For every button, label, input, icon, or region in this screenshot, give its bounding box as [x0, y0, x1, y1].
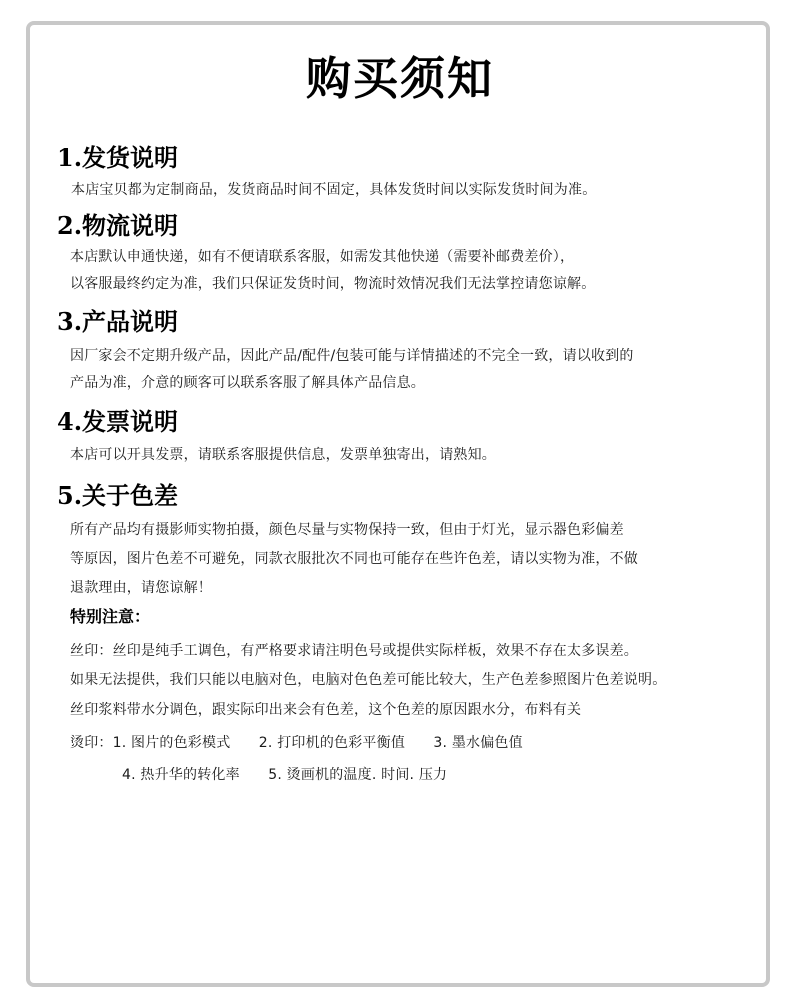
section-text-shipping-line-1: 本店宝贝都为定制商品，发货商品时间不固定，具体发货时间以实际发货时间为准。	[71, 182, 597, 198]
section-heading-logistics: 2.物流说明	[57, 211, 179, 240]
section-heading-color-difference: 5.关于色差	[57, 481, 179, 510]
section-heading-invoice: 4.发票说明	[57, 407, 179, 436]
section-text-logistics-line-1: 本店默认申通快递，如有不便请联系客服，如需发其他快递（需要补邮费差价），	[70, 249, 575, 265]
special-notice-line-1: 丝印：丝印是纯手工调色，有严格要求请注明色号或提供实际样板，效果不存在太多误差。	[70, 643, 638, 659]
section-text-color-line-2: 等原因，图片色差不可避免，同款衣服批次不同也可能存在些许色差，请以实物为准，不做	[70, 551, 638, 567]
section-heading-shipping: 1.发货说明	[57, 143, 179, 172]
section-heading-product: 3.产品说明	[57, 307, 179, 336]
page-title: 购买须知	[305, 52, 494, 105]
section-text-product-line-1: 因厂家会不定期升级产品，因此产品/配件/包装可能与详情描述的不完全一致，请以收到的	[70, 348, 634, 364]
section-text-color-line-1: 所有产品均有摄影师实物拍摄，颜色尽量与实物保持一致，但由于灯光，显示器色彩偏差	[70, 522, 624, 538]
special-notice-line-4: 烫印：1. 图片的色彩模式 2. 打印机的色彩平衡值 3. 墨水偏色值	[70, 735, 523, 751]
special-notice-line-2: 如果无法提供，我们只能以电脑对色，电脑对色色差可能比较大，生产色差参照图片色差说明。	[70, 672, 667, 688]
section-text-logistics-line-2: 以客服最终约定为准，我们只保证发货时间，物流时效情况我们无法掌控请您谅解。	[70, 276, 596, 292]
section-text-product-line-2: 产品为准，介意的顾客可以联系客服了解具体产品信息。	[70, 375, 425, 391]
special-notice-line-5: 4. 热升华的转化率 5. 烫画机的温度. 时间. 压力	[122, 767, 448, 783]
special-notice-line-3: 丝印浆料带水分调色，跟实际印出来会有色差，这个色差的原因跟水分，布料有关	[70, 702, 582, 718]
special-notice-heading: 特别注意：	[70, 607, 151, 626]
section-text-color-line-3: 退款理由，请您谅解！	[70, 580, 212, 596]
section-text-invoice-line-1: 本店可以开具发票，请联系客服提供信息，发票单独寄出，请熟知。	[70, 447, 496, 463]
